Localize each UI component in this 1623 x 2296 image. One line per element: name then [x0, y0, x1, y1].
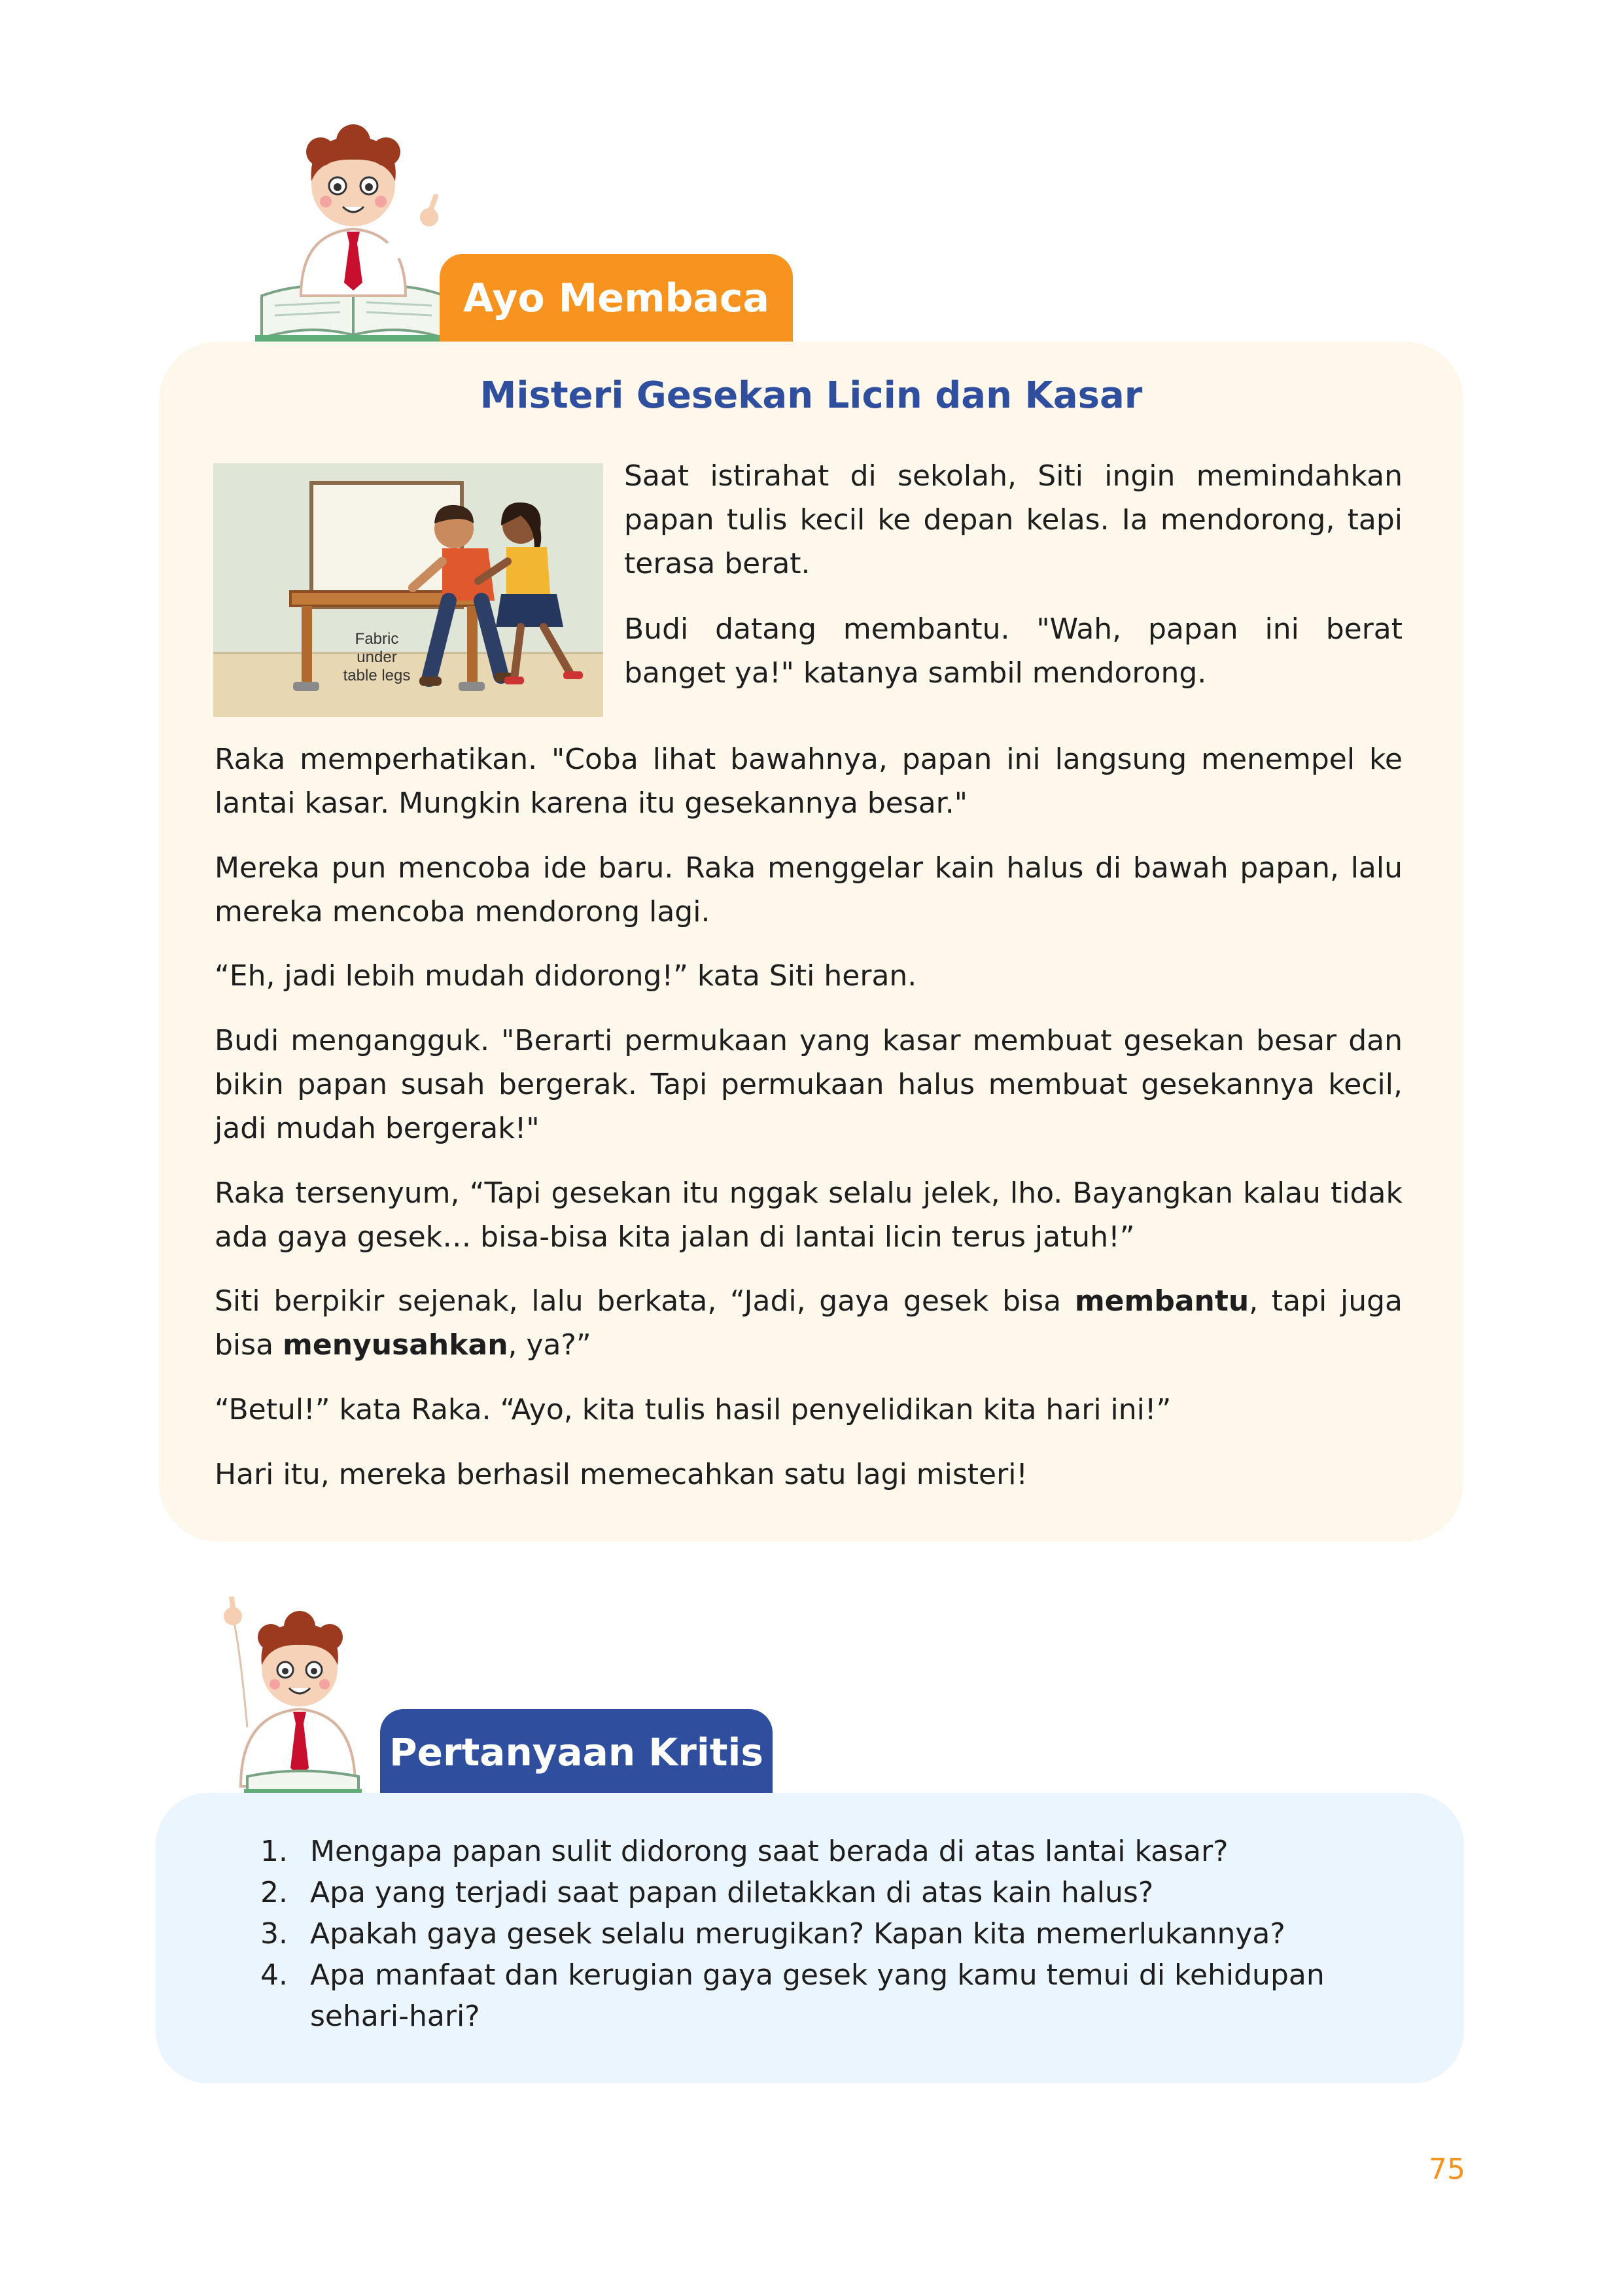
story-paragraph-8-part-1: Siti berpikir sejenak, lalu berkata, “Jadi, gaya gesek bisa [215, 1284, 1075, 1318]
question-item [260, 1954, 1412, 2037]
page-number: 75 [1429, 2153, 1465, 2186]
illustration-label-line-3: table legs [343, 667, 411, 684]
question-text: Apa yang terjadi saat papan diletakkan di atas kain halus? [310, 1876, 1154, 1909]
mascot-raising-hand-icon [208, 1597, 385, 1793]
question-item [260, 1872, 1412, 1913]
story-paragraph-8-bold-2: menyusahkan [283, 1328, 508, 1362]
story-paragraph-2: Budi datang membantu. "Wah, papan ini berat banget ya!" katanya sambil mendorong. [624, 612, 1403, 690]
mascot-reading-icon [255, 119, 464, 342]
story-paragraph-6: Budi mengangguk. "Berarti permukaan yang kasar membuat gesekan besar dan bikin papan susah bergerak. Tapi permukaan halus membuat gesekannya kecil, jadi mudah bergerak!" [215, 1024, 1403, 1145]
question-item [260, 1831, 1412, 1872]
story-title: Misteri Gesekan Licin dan Kasar [480, 374, 1143, 417]
story-paragraph-8-part-2: , tapi juga bisa [215, 1284, 1403, 1362]
question-item [260, 1913, 1412, 1954]
story-paragraph-4: Mereka pun mencoba ide baru. Raka menggelar kain halus di bawah papan, lalu mereka mencoba mendorong lagi. [215, 851, 1403, 928]
story-paragraph-8-bold-1: membantu [1074, 1284, 1249, 1318]
tab-ayo-membaca [440, 254, 793, 343]
story-paragraph-3: Raka memperhatikan. "Coba lihat bawahnya, papan ini langsung menempel ke lantai kasar. Mungkin karena itu gesekannya besar." [215, 743, 1403, 820]
story-paragraph-7: Raka tersenyum, “Tapi gesekan itu nggak selalu jelek, lho. Bayangkan kalau tidak ada gaya gesek… bisa-bisa kita jalan di lantai licin terus jatuh!” [215, 1176, 1403, 1254]
question-text: Mengapa papan sulit didorong saat berada di atas lantai kasar? [310, 1835, 1229, 1868]
question-number: 4. [260, 1958, 288, 1992]
question-number: 1. [260, 1835, 288, 1868]
story-paragraph-9: “Betul!” kata Raka. “Ayo, kita tulis hasil penyelidikan kita hari ini!” [215, 1393, 1172, 1426]
story-paragraph-8 [215, 1279, 1403, 1367]
question-text: Apa manfaat dan kerugian gaya gesek yang kamu temui di kehidupan sehari-hari? [310, 1958, 1325, 2033]
question-list [260, 1831, 1412, 2037]
tab-pertanyaan-kritis [380, 1709, 773, 1795]
question-text: Apakah gaya gesek selalu merugikan? Kapan kita memerlukannya? [310, 1917, 1285, 1951]
question-number: 3. [260, 1917, 288, 1951]
story-paragraph-1: Saat istirahat di sekolah, Siti ingin memindahkan papan tulis kecil ke depan kelas. Ia mendorong, tapi terasa berat. [624, 459, 1403, 580]
tab-ayo-membaca-label: Ayo Membaca [463, 275, 769, 321]
story-paragraph-5: “Eh, jadi lebih mudah didorong!” kata Siti heran. [215, 959, 917, 993]
illustration-label-line-1: Fabric [355, 630, 399, 648]
story-paragraph-10: Hari itu, mereka berhasil memecahkan satu lagi misteri! [215, 1458, 1028, 1491]
tab-pertanyaan-kritis-label: Pertanyaan Kritis [389, 1730, 763, 1775]
illustration-kids-pushing-board [213, 463, 603, 717]
illustration-label-line-2: under [357, 648, 397, 666]
question-number: 2. [260, 1876, 288, 1909]
story-paragraph-8-part-3: , ya?” [508, 1328, 591, 1362]
